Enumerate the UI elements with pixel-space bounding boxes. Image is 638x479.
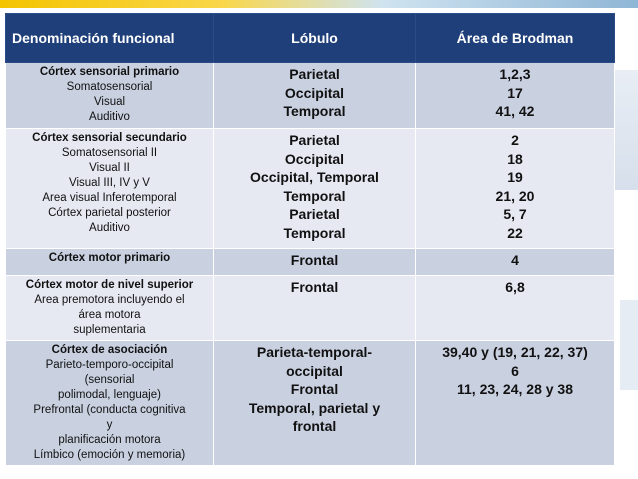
function-detail: Visual II [89,162,130,174]
function-detail: Area visual Inferotemporal [42,192,177,204]
cell-lobulo [214,249,416,276]
area-value: 6,8 [505,279,525,295]
lobulo-value: Temporal [283,187,346,204]
table-row [6,129,615,249]
brodmann-table [5,13,615,466]
function-detail: Auditivo [89,222,130,234]
cell-lobulo [214,129,416,249]
lobulo-value: Temporal, parietal y [248,399,381,416]
area-value: 11, 23, 24, 28 y 38 [457,381,573,397]
lobulo-value: Temporal [283,103,346,119]
area-value: 22 [507,224,523,241]
function-detail: polimodal, lenguaje) [58,389,161,401]
area-value: 18 [507,150,523,167]
lobulo-value: Temporal [283,224,346,241]
lobulo-value: Frontal [290,252,339,268]
function-detail: suplementaria [73,324,146,336]
table-row [6,276,615,341]
function-detail: Límbico (emoción y memoria) [33,449,186,461]
table-row [6,63,615,129]
cell-area [416,63,615,129]
function-detail: Somatosensorial [66,81,153,93]
cell-lobulo [214,63,416,129]
area-value: 41, 42 [495,103,535,119]
lobulo-value: Parietal [289,132,340,148]
area-value: 17 [507,84,523,101]
function-detail: Visual III, IV y V [69,177,150,189]
area-value: 39,40 y (19, 21, 22, 37) [442,344,588,360]
function-title: Córtex sensorial primario [39,66,180,78]
lobulo-value: Parieta-temporal- [256,344,373,360]
area-value: 19 [507,169,523,185]
function-detail: Visual [93,96,126,108]
area-value: 21, 20 [495,187,535,204]
table-row [6,341,615,466]
area-value: 6 [511,362,519,379]
lobulo-value: occipital [286,362,343,379]
function-detail: (sensorial [84,374,135,386]
cell-denominacion [6,249,214,276]
area-value: 2 [511,132,519,148]
side-decoration [612,70,638,190]
function-title: Córtex de asociación [51,344,168,356]
function-detail: Area premotora incluyendo el [34,294,185,306]
cell-area [416,341,615,466]
header-lobulo: Lóbulo [214,14,416,63]
area-value: 5, 7 [503,206,527,222]
function-title: Córtex motor de nivel superior [25,279,194,291]
header-area: Área de Brodman [416,14,615,63]
area-value: 4 [511,252,519,268]
function-detail: Prefrontal (conducta cognitiva [33,404,186,416]
cell-area [416,129,615,249]
cell-denominacion [6,129,214,249]
lobulo-value: Occipital, Temporal [250,169,379,185]
lobulo-value: Occipital [284,150,345,167]
function-title: Córtex motor primario [48,252,171,264]
lobulo-value: frontal [292,418,337,434]
function-detail: área motora [78,309,141,321]
lobulo-value: Parietal [289,66,340,82]
header-denominacion: Denominación funcional [6,14,214,63]
lobulo-value: Frontal [290,279,339,295]
cell-area [416,249,615,276]
lobulo-value: Parietal [289,206,340,222]
function-title: Córtex sensorial secundario [32,132,187,144]
function-detail: y [106,419,113,431]
lobulo-value: Frontal [290,381,339,397]
area-value: 1,2,3 [499,66,531,82]
cell-denominacion [6,276,214,341]
cell-lobulo [214,341,416,466]
cell-denominacion [6,341,214,466]
table-header-row [6,14,615,63]
header-decoration [0,0,638,8]
function-detail: Córtex parietal posterior [48,207,171,219]
function-detail: Parieto-temporo-occipital [45,359,174,371]
lobulo-value: Occipital [284,84,345,101]
function-detail: Auditivo [89,111,130,123]
cell-lobulo [214,276,416,341]
function-detail: planificación motora [58,434,161,446]
cell-denominacion [6,63,214,129]
function-detail: Somatosensorial II [61,147,158,159]
table-row [6,249,615,276]
cell-area [416,276,615,341]
side-decoration-lower [620,300,638,390]
